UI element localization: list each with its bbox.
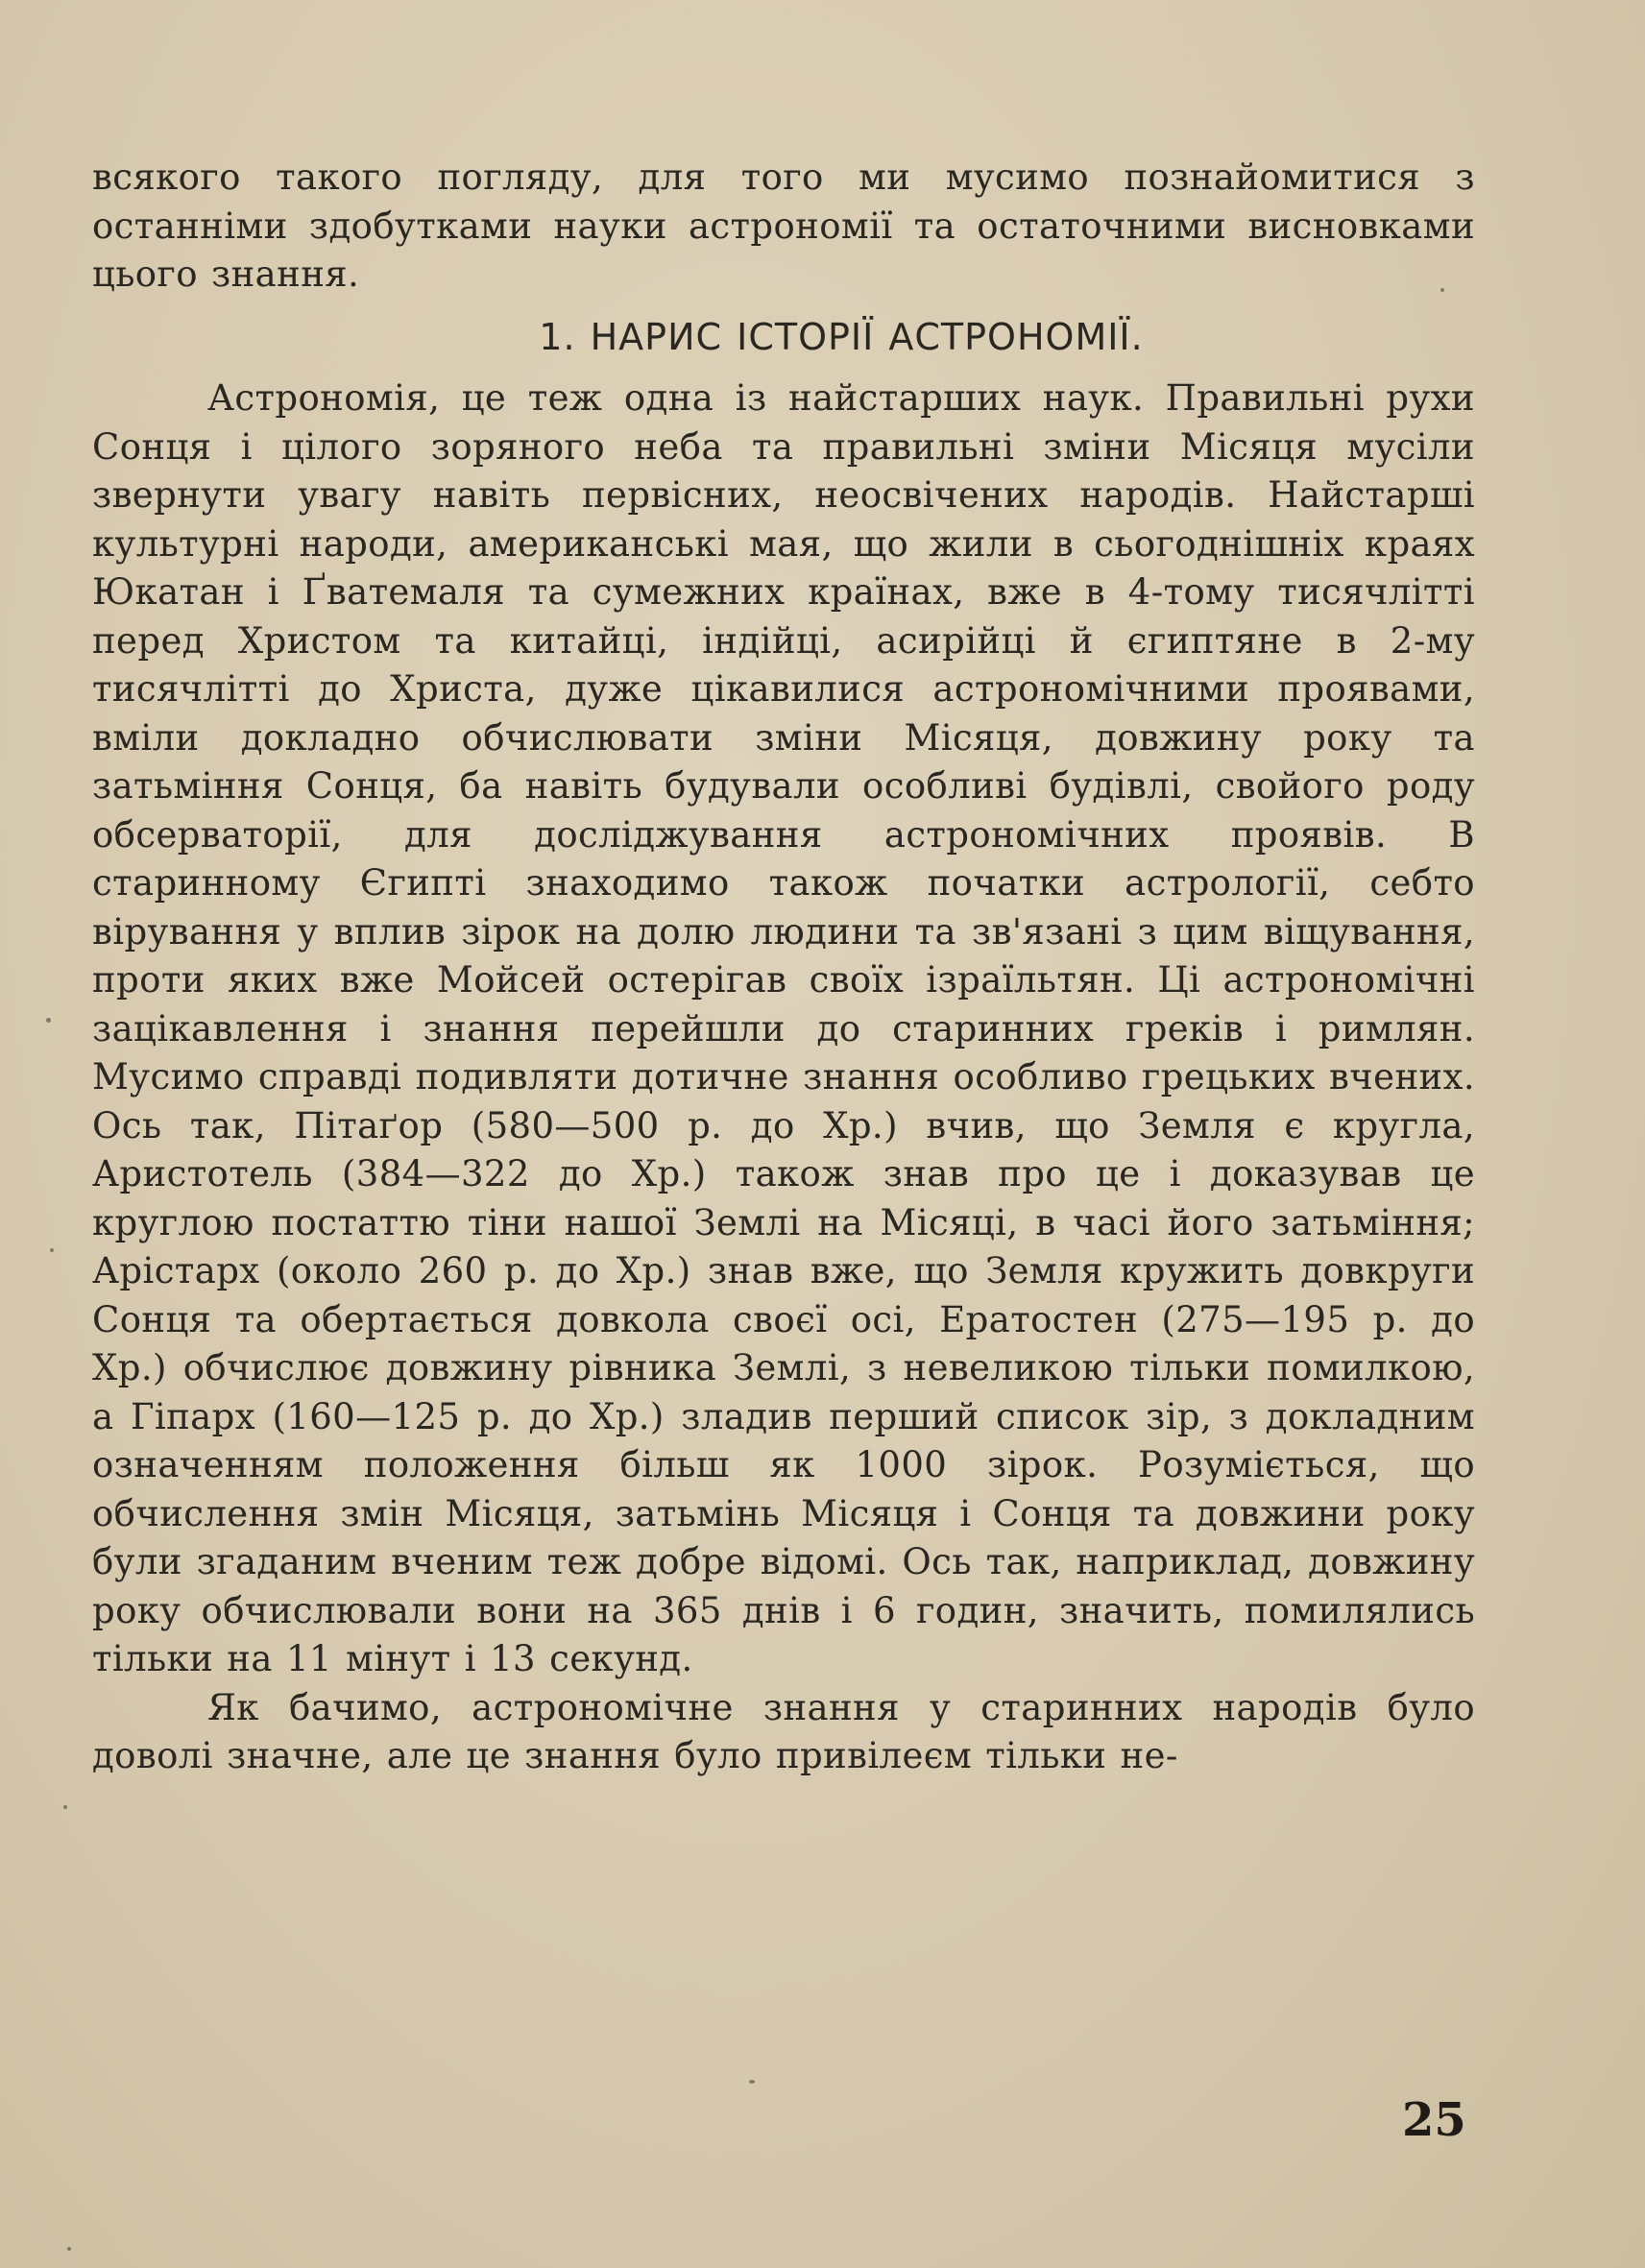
paper-speck <box>1440 288 1444 292</box>
page-text-body <box>92 154 1475 1781</box>
intro-paragraph: всякого такого погляду, для того ми мусимо познайомитися з останніми здобутками науки астрономії та остаточними висновками цього знання. <box>92 157 1475 295</box>
section-heading: 1. НАРИС ІСТОРІЇ АСТРОНОМІЇ. <box>539 315 1144 358</box>
paper-speck <box>50 1248 54 1252</box>
paper-speck <box>46 1018 51 1023</box>
paper-speck <box>63 1805 67 1809</box>
paragraph-ancient-knowledge: Як бачимо, астрономічне знання у старинних народів було доволі значне, але це знання було привілеєм тільки не- <box>92 1686 1475 1776</box>
paper-speck <box>749 2080 755 2084</box>
paragraph-history-astronomy: Астрономія, це теж одна із найстарших наук. Правильні рухи Сонця і цілого зоряного неба та правильні зміни Місяця мусіли звернути увагу навіть первісних, неосвічених народів. Найстарші культурні народи, американські мая, що жили в сьогоднішніх краях Юкатан і Ґватемаля та сумежних країнах, вже в 4-тому тисячлітті перед Христом та китайці, індійці, асирійці й єгиптяне в 2-му тисячлітті до Христа, дуже цікавилися астрономічними проявами, вміли докладно обчислювати зміни Місяця, довжину року та затьміння Сонця, ба навіть будували особливі будівлі, свойого роду обсерваторії, для досліджування астрономічних проявів. В старинному Єгипті знаходимо також початки астрології, себто вірування у вплив зірок на долю людини та зв'язані з цим віщування, проти яких вже Мойсей остерігав своїх ізраїльтян. Ці астрономічні зацікавлення і знання перейшли до старинних греків і римлян. Мусимо справді подивляти дотичне знання особливо грецьких вчених. Ось так, Пітаґор (580—500 р. до Хр.) вчив, що Земля є кругла, Аристотель (384—322 до Хр.) також знав про це і доказував це круглою постаттю тіни нашої Землі на Місяці, в часі його затьміння; Арістарх (около 260 р. до Хр.) знав вже, що Земля кружить довкруги Сонця та обертається довкола своєї осі, Ератостен (275—195 р. до Хр.) обчислює довжину рівника Землі, з невеликою тільки помилкою, а Гіпарх (160—125 р. до Хр.) зладив перший список зір, з докладним означенням положення більш як 1000 зірок. Розуміється, що обчислення змін Місяця, затьмінь Місяця і Сонця та довжини року були згаданим вченим теж добре відомі. Ось так, наприклад, довжину року обчислювали вони на 365 днів і 6 годин, значить, помилялись тільки на 11 мінут і 13 секунд. <box>92 377 1475 1679</box>
page-number: 25 <box>1402 2093 1466 2147</box>
paper-speck <box>67 2247 71 2251</box>
